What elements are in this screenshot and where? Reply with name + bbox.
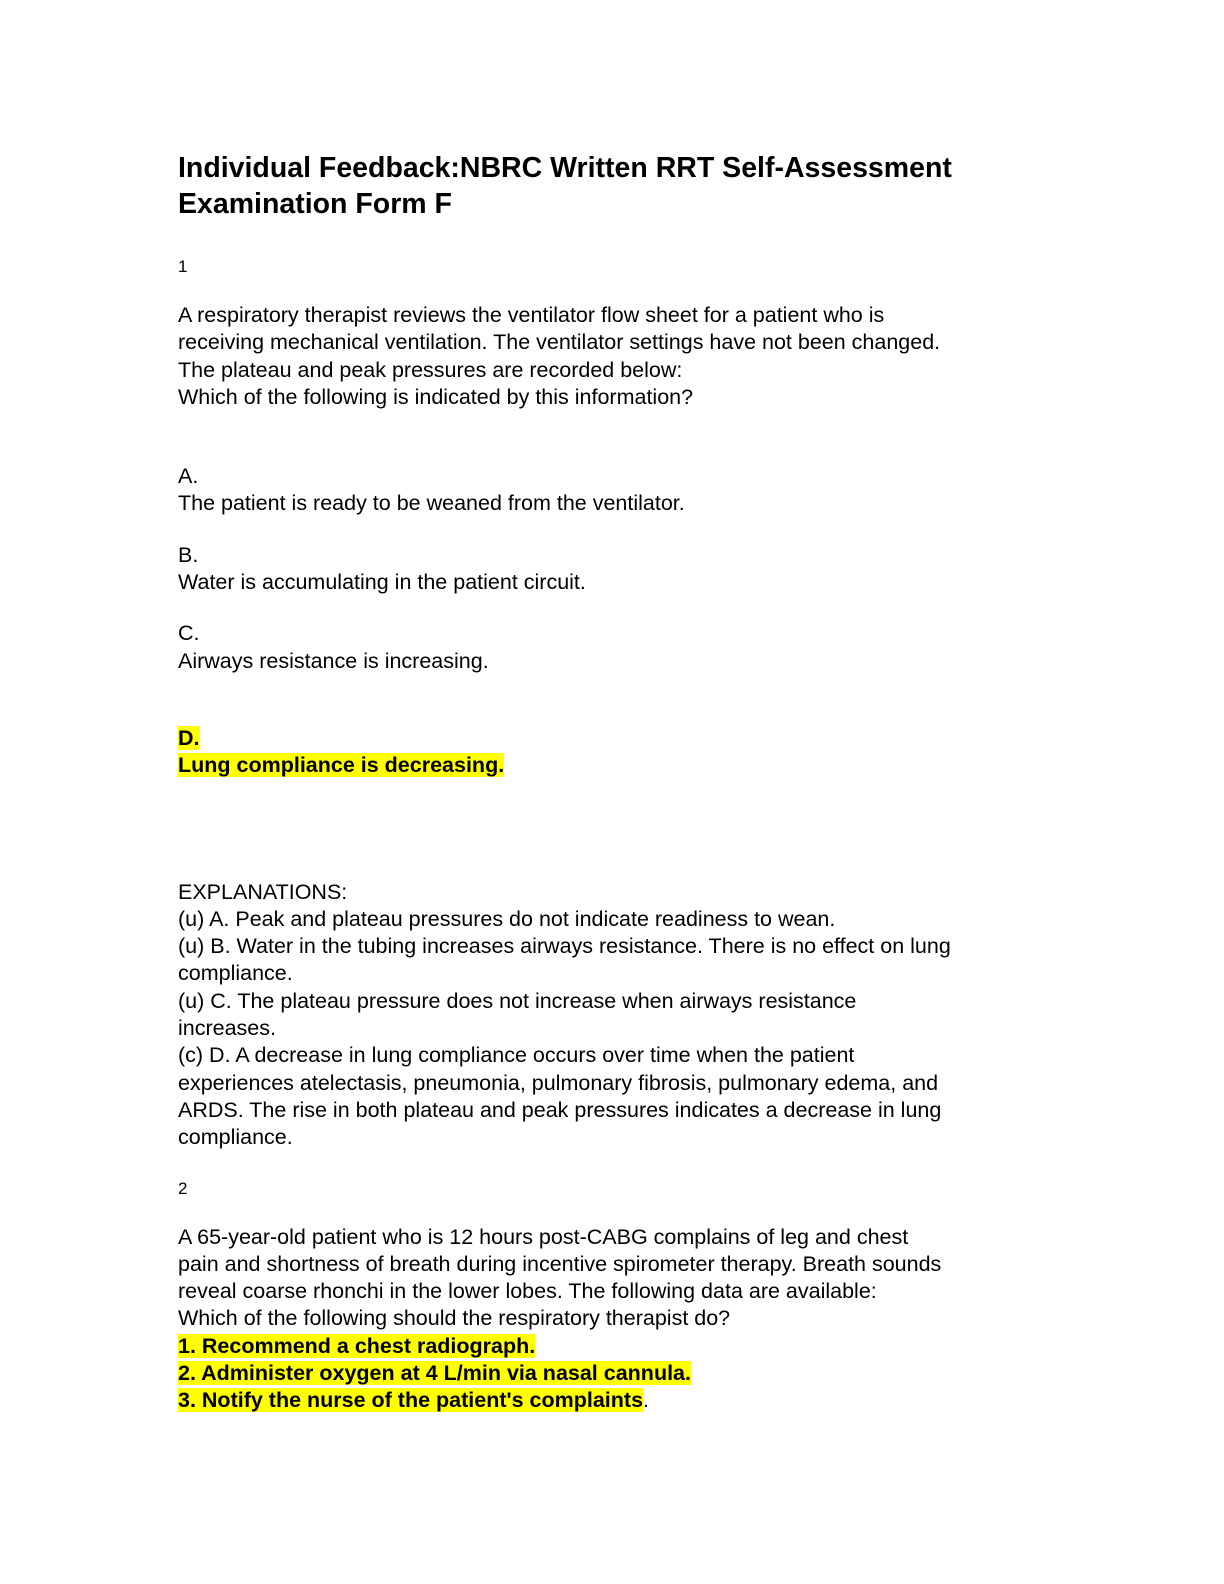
explanation-line: compliance. (178, 961, 293, 986)
question-2-number: 2 (178, 1178, 188, 1198)
question-1-stem-line: receiving mechanical ventilation. The ventilator settings have not been changed. (178, 330, 941, 355)
explanation-line: (c) D. A decrease in lung compliance occurs over time when the patient (178, 1043, 855, 1068)
option-b (178, 542, 1058, 597)
question-1-stem-line: Which of the following is indicated by this information? (178, 384, 694, 409)
question-1-number: 1 (178, 257, 188, 276)
option-letter: C. (178, 621, 200, 646)
explanation-line: (u) B. Water in the tubing increases airways resistance. There is no effect on lung (178, 934, 951, 959)
question-2-stem (178, 1224, 1058, 1415)
option-text: The patient is ready to be weaned from the ventilator. (178, 491, 685, 516)
option-letter: A. (178, 464, 199, 489)
explanation-line: experiences atelectasis, pneumonia, pulmonary fibrosis, pulmonary edema, and (178, 1070, 939, 1095)
explanation-line: (u) C. The plateau pressure does not increase when airways resistance (178, 988, 857, 1013)
question-2-answer-highlighted: 1. Recommend a chest radiograph. (178, 1333, 536, 1358)
option-letter: B. (178, 542, 199, 567)
option-c (178, 620, 1058, 675)
question-2-stem-line: A 65-year-old patient who is 12 hours post-CABG complains of leg and chest (178, 1224, 909, 1249)
question-1-stem-line: A respiratory therapist reviews the ventilator flow sheet for a patient who is (178, 303, 885, 327)
question-2-answer-highlighted: 3. Notify the nurse of the patient's complaints (178, 1388, 644, 1413)
document-title: Individual Feedback:NBRC Written RRT Self-Assessment Examination Form F (178, 152, 952, 220)
question-2-stem-line: pain and shortness of breath during incentive spirometer therapy. Breath sounds (178, 1251, 942, 1276)
option-text: Airways resistance is increasing. (178, 648, 489, 673)
option-text-highlighted: Lung compliance is decreasing. (178, 753, 505, 778)
option-letter-highlighted: D. (178, 725, 200, 750)
explanation-line: compliance. (178, 1125, 293, 1150)
question-2-stem-line: Which of the following should the respiratory therapist do? (178, 1306, 731, 1331)
document-page (178, 150, 1058, 1415)
option-a (178, 463, 1058, 518)
explanations-list (178, 906, 1058, 1152)
option-text: Water is accumulating in the patient circuit. (178, 570, 586, 595)
trailing-period: . (643, 1388, 650, 1413)
explanations-section (178, 879, 1058, 1152)
option-d-correct (178, 725, 1058, 780)
question-2-stem-line: reveal coarse rhonchi in the lower lobes. The following data are available: (178, 1279, 877, 1304)
explanation-line: increases. (178, 1016, 276, 1041)
explanation-line: (u) A. Peak and plateau pressures do not indicate readiness to wean. (178, 906, 836, 931)
question-2-answer-highlighted: 2. Administer oxygen at 4 L/min via nasal cannula. (178, 1361, 691, 1386)
explanations-heading: EXPLANATIONS: (178, 879, 348, 904)
explanation-line: ARDS. The rise in both plateau and peak pressures indicates a decrease in lung (178, 1097, 942, 1122)
question-1-stem-line: The plateau and peak pressures are recorded below: (178, 357, 683, 382)
question-1-stem (178, 302, 1058, 411)
